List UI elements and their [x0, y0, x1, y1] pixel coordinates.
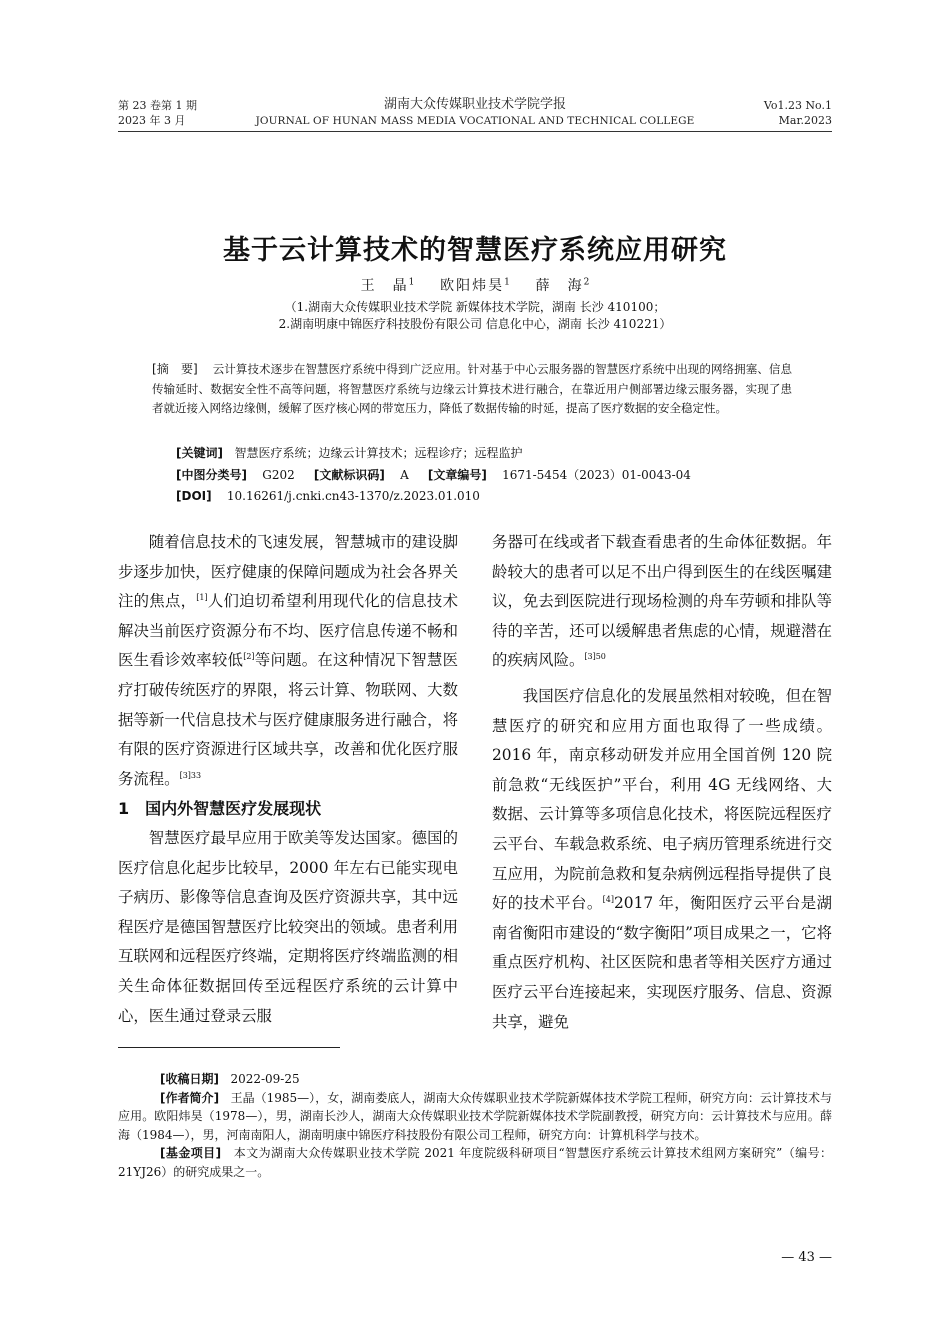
body-paragraph: [118, 528, 458, 794]
clc-label: [中图分类号]: [176, 468, 247, 482]
body-text: 我国医疗信息化的发展虽然相对较晚，但在智慧医疗的研究和应用方面也取得了一些成绩。2016 年，南京移动研发并应用全国首例 120 院前急救“无线医护”平台，利用 4G 无线网络、大数据、云计算等多项信息化技术，将医院远程医疗云平台、车载急救系统、电子病历管理系统进行交互应用，为院前急救和复杂病例远程指导提供了良好的技术平台。: [492, 686, 832, 913]
body-paragraph: [492, 528, 832, 676]
classification: [176, 466, 691, 485]
fund-label: [基金项目]: [160, 1146, 222, 1160]
author-affil-mark: 1: [504, 277, 510, 288]
body-text: 随着信息技术的飞速发展，智慧城市的建设脚步逐步加快，医疗健康的保障问题成为社会各界关注的焦点，: [118, 533, 458, 611]
header-volume: 第 23 卷第 1 期: [118, 99, 197, 112]
doi-value[interactable]: 10.16261/j.cnki.cn43-1370/z.2023.01.010: [226, 489, 480, 503]
body-text: 务器可在线或者下载查看患者的生命体征数据。年龄较大的患者可以足不出户得到医生的在线医嘱建议，免去到医院进行现场检测的舟车劳顿和排队等待的辛苦，还可以缓解患者焦虑的心情，规避潜在的疾病风险。: [492, 533, 832, 670]
citation-ref[interactable]: [4]: [602, 895, 615, 904]
doc-code-label: [文献标识码]: [313, 468, 385, 482]
author-affil-mark: 1: [408, 277, 415, 288]
affiliation-line: 2.湖南明康中锦医疗科技股份有限公司 信息化中心，湖南 长沙 410221）: [278, 317, 672, 331]
clc-value: G202: [262, 468, 295, 482]
author-list: [150, 275, 800, 295]
keywords: [176, 444, 522, 463]
body-paragraph: [118, 824, 458, 1031]
doi-label: [DOI]: [176, 489, 212, 503]
header-rule: [118, 131, 832, 132]
section-heading: 1 国内外智慧医疗发展现状: [118, 799, 322, 819]
body-text: 智慧医疗最早应用于欧美等发达国家。德国的医疗信息化起步比较早，2000 年左右已能实现电子病历、影像等信息查询及医疗资源共享，其中远程医疗是德国智慧医疗比较突出的领域。患者利用互联网和远程医疗终端，定期将医疗终端监测的相关生命体征数据回传至远程医疗系统的云计算中心，医生通过登录云服: [118, 828, 458, 1025]
author-affil-mark: 2: [583, 277, 590, 288]
affiliations: [120, 299, 830, 333]
citation-ref[interactable]: [3]33: [179, 770, 202, 780]
author-bio-label: [作者简介]: [160, 1090, 220, 1105]
header-date-en: Mar.2023: [778, 114, 832, 127]
body-text: 2017 年，衡阳医疗云平台是湖南省衡阳市建设的“数字衡阳”项目成果之一，它将重点医疗机构、社区医院和患者等相关医疗方通过医疗云平台连接起来，实现医疗服务、信息、资源共享，避免: [492, 894, 832, 1031]
footnote-author: [118, 1089, 832, 1145]
author-name: 欧阳炜昊: [440, 278, 505, 294]
received-label: [收稿日期]: [160, 1072, 219, 1086]
abstract: [152, 360, 792, 419]
header-journal-cn: 湖南大众传媒职业技术学院学报: [383, 97, 566, 112]
abstract-label: [摘 要]: [152, 362, 198, 376]
header-volume-en: Vo1.23 No.1: [763, 99, 832, 112]
body-left-column: [118, 528, 458, 1031]
article-no-label: [文章编号]: [427, 468, 487, 482]
body-paragraph: [492, 682, 832, 1037]
citation-ref[interactable]: [2]: [243, 652, 255, 662]
author-name: 王 晶: [360, 278, 409, 294]
keywords-label: [关键词]: [176, 446, 223, 460]
fund-text: 本文为湖南大众传媒职业技术学院 2021 年度院级科研项目“智慧医疗系统云计算技术组网方案研究”（编号：21YJ26）的研究成果之一。: [118, 1146, 832, 1179]
page-number: — 43 —: [781, 1250, 832, 1265]
header-journal-en: JOURNAL OF HUNAN MASS MEDIA VOCATIONAL AND TECHNICAL COLLEGE: [255, 115, 695, 127]
author-bio-text: 王晶（1985—），女，湖南娄底人，湖南大众传媒职业技术学院新媒体技术学院工程师，研究方向：云计算技术与应用。欧阳炜昊（1978—），男，湖南长沙人，湖南大众传媒职业技术学院新媒体技术学院副教授，研究方向：云计算技术与应用。薛海（1984—），男，河南南阳人，湖南明康中锦医疗科技股份有限公司工程师，研究方向：计算机科学与技术。: [118, 1090, 832, 1142]
affiliation-line: （1.湖南大众传媒职业技术学院 新媒体技术学院，湖南 长沙 410100；: [284, 300, 666, 314]
body-text: 等问题。在这种情况下智慧医疗打破传统医疗的界限，将云计算、物联网、大数据等新一代信息技术与医疗健康服务进行融合，将有限的医疗资源进行区域共享，改善和优化医疗服务流程。: [118, 651, 458, 788]
received-value: 2022-09-25: [230, 1072, 300, 1086]
citation-ref[interactable]: [3]50: [584, 652, 606, 662]
keywords-text: 智慧医疗系统；边缘云计算技术；远程诊疗；远程监护: [234, 446, 523, 460]
author-name: 薛 海: [535, 278, 584, 294]
footnotes: [118, 1070, 832, 1181]
footnote-rule: [118, 1047, 340, 1048]
abstract-text: 云计算技术逐步在智慧医疗系统中得到广泛应用。针对基于中心云服务器的智慧医疗系统中出现的网络拥塞、信息传输延时、数据安全性不高等问题，将智慧医疗系统与边缘云计算技术进行融合，在靠近用户侧部署边缘云服务器，实现了患者就近接入网络边缘侧，缓解了医疗核心网的带宽压力，降低了数据传输的时延，提高了医疗数据的安全稳定性。: [152, 362, 792, 415]
article-no-value: 1671-5454（2023）01-0043-04: [502, 468, 691, 482]
body-right-column: [492, 528, 832, 1037]
body-text: 人们迫切希望利用现代化的信息技术解决当前医疗资源分布不均、医疗信息传递不畅和医生看诊效率较低: [118, 592, 458, 670]
page-title: 基于云计算技术的智慧医疗系统应用研究: [223, 235, 727, 266]
header-date: 2023 年 3 月: [118, 114, 186, 127]
doc-code-value: A: [400, 468, 409, 482]
footnote-received: [118, 1070, 832, 1089]
footnote-fund: [118, 1144, 832, 1181]
citation-ref[interactable]: [1]: [196, 593, 208, 603]
doi: [176, 487, 480, 506]
